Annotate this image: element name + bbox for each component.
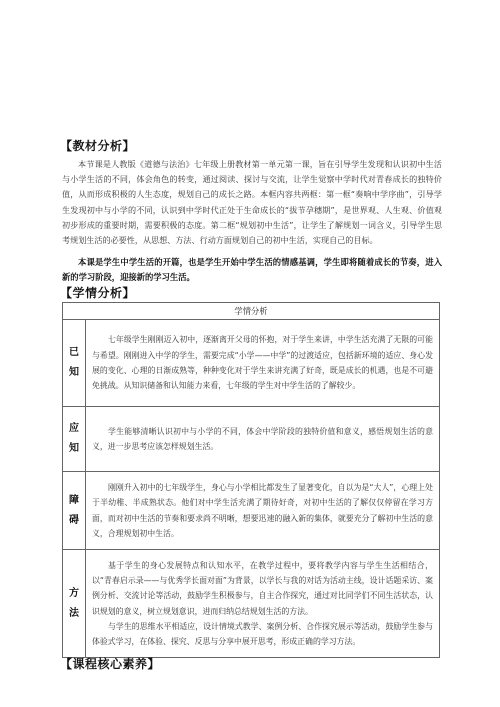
table-row bbox=[63, 320, 440, 407]
textbook-analysis-paragraph: 本节课是人教版《道德与法治》七年级上册教材第一单元第一课，旨在引导学生发现和认识初中生活与小学生活的不同，体会角色的转变，通过阅读、探讨与交流，让学生觉察中学时代对青春成长的独特价值，从而形成积极的人生态度，规划自己的成长之路。本框内容共两框：第一框“奏响中学序曲”，引导学生发现初中与小学的不同，认识到中学时代正处于生命成长的“拔节孕穗期”，是世界观、人生观、价值观初步形成的重要时期，需要积极的态度。第二框“规划初中生活”，让学生了解规划一词含义，引导学生思考规划生活的必要性，从思想、方法、行动方面规划自己的初中生活，实现自己的目标。 bbox=[62, 159, 442, 246]
row-content: 刚刚升入初中的七年级学生，身心与小学相比都发生了显著变化，自以为是“大人”，心理上处于半幼稚、半成熟状态。他们对中学生活充满了期待好奇，对初中生活的了解仅仅停留在学习方面，而对初中生活的节奏和要求尚不明晰，想要迅速的融入新的集体，就要充分了解初中生活的意义，合理规划初中生活。 bbox=[86, 472, 440, 550]
table-row bbox=[63, 472, 440, 550]
table-header-row bbox=[63, 303, 440, 320]
row-content: 七年级学生刚刚迈入初中，逐渐离开父母的怀抱，对于学生来讲，中学生活充满了无限的可能与希望。刚刚进入中学的学生，需要完成“小学——中学”的过渡适应，包括新环境的适应、身心发展的变化、心理的日渐成熟等，种种变化对于学生来讲充满了好奇，既是成长的机遇，也是不可避免挑战。从知识储备和认知能力来看，七年级的学生对中学生活的了解较少。 bbox=[86, 320, 440, 407]
row-label: 障 碍 bbox=[63, 472, 86, 550]
row-label: 已 知 bbox=[63, 320, 86, 407]
student-analysis-table bbox=[62, 302, 440, 658]
table-title: 学情分析 bbox=[63, 303, 440, 320]
table-row bbox=[63, 550, 440, 658]
row-content: 基于学生的身心发展特点和认知水平，在教学过程中，要将教学内容与学生生活相结合，以“青春启示录——与优秀学长面对面”为背景，以学长与我的对话为活动主线，设计话题采访、案例分析、交流讨论等活动，鼓励学生积极参与，自主合作探究，通过对比同学们不同生活状态，认识规划的意义，树立规划意识，进而归纳总结规划生活的方法。 与学生的思维水平相适应，设计情境式教学、案例分析、合作探究展示等活动，鼓励学生参与体验式学习，在体验、探究、反思与分享中展开思考，形成正确的学习方法。 bbox=[86, 550, 440, 658]
section-heading-core-competencies: 【课程核心素养】 bbox=[60, 657, 161, 671]
section-heading-textbook-analysis: 【教材分析】 bbox=[60, 139, 136, 153]
row-label: 应 知 bbox=[63, 407, 86, 472]
row-label: 方 法 bbox=[63, 550, 86, 658]
table-row bbox=[63, 407, 440, 472]
row-content: 学生能够清晰认识初中与小学的不同，体会中学阶段的独特价值和意义，感悟规划生活的意义，进一步思考应该怎样规划生活。 bbox=[86, 407, 440, 472]
section-heading-student-analysis: 【学情分析】 bbox=[60, 286, 136, 300]
course-summary-paragraph: 本课是学生中学生活的开篇，也是学生开始中学生活的情感基调，学生即将随着成长的节奏，进入新的学习阶段，迎接新的学习生活。 bbox=[62, 257, 442, 282]
